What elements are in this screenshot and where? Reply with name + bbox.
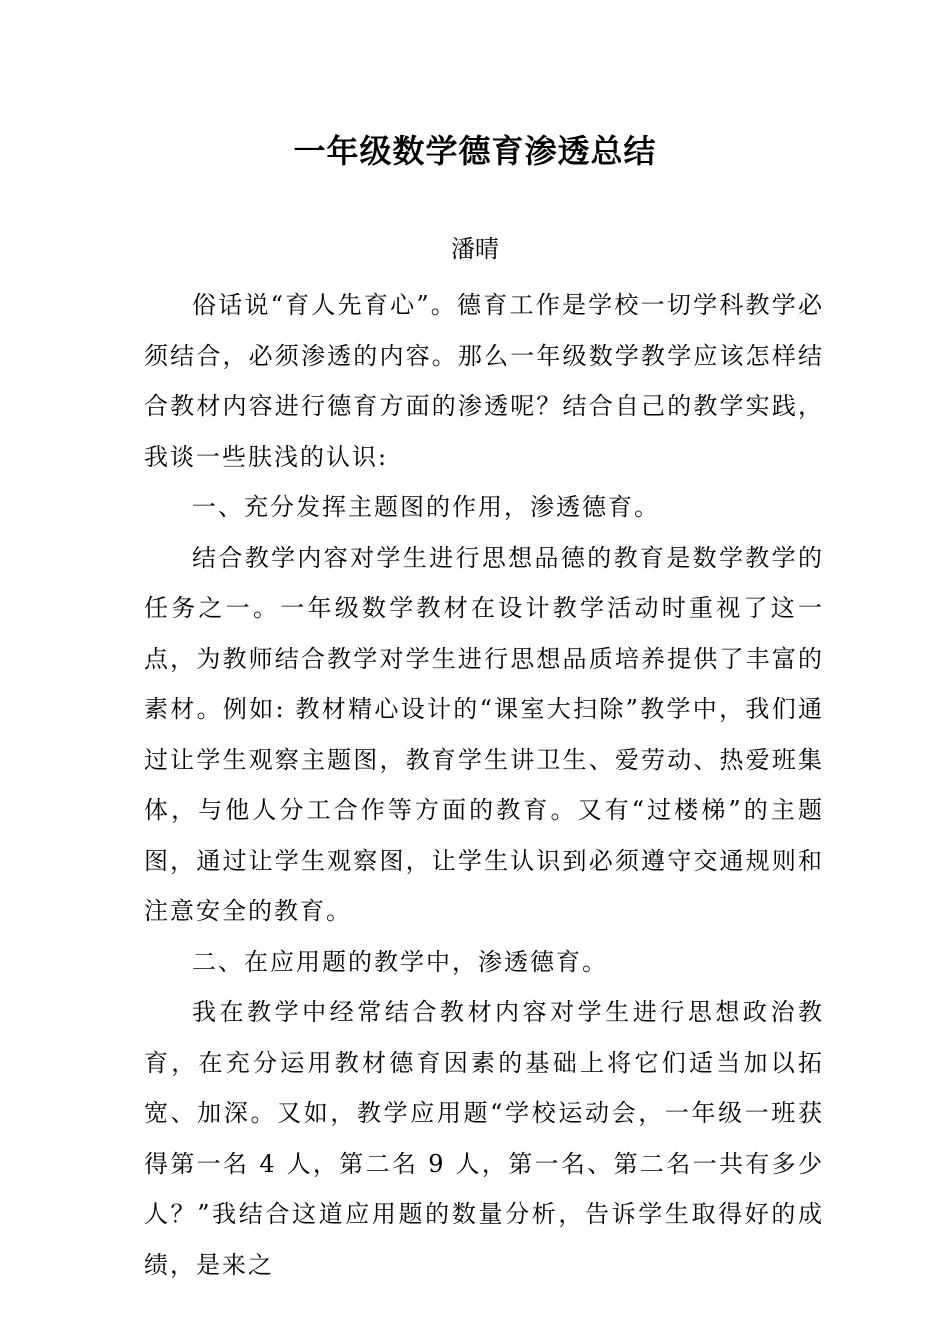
paragraph-section-2: 我在教学中经常结合教材内容对学生进行思想政治教育，在充分运用教材德育因素的基础上将它们适当加以拓宽、加深。又如，教学应用题“学校运动会，一年级一班获得第一名 4 人，第二名 9 人，第一名、第二名一共有多少人？”我结合这道应用题的数量分析，告诉学生取得好的成绩，是来之: [144, 998, 824, 1279]
document-author: 潘晴: [451, 235, 499, 263]
section-heading-1: 一、充分发挥主题图的作用，渗透德育。: [192, 493, 660, 521]
paragraph-section-1: 结合教学内容对学生进行思想品德的教育是数学教学的任务之一。一年级数学教材在设计教学活动时重视了这一点，为教师结合教学对学生进行思想品质培养提供了丰富的素材。例如: 教材精心设计的“课室大扫除”教学中，我们通过让学生观察主题图，教育学生讲卫生、爱劳动、热爱班集体，与他人分工合作等方面的教育。又有“过楼梯”的主题图，通过让学生观察图，让学生认识到必须遵守交通规则和注意安全的教育。: [144, 543, 824, 925]
document-title: 一年级数学德育渗透总结: [293, 132, 657, 170]
paragraph-intro: 俗话说“育人先育心”。德育工作是学校一切学科教学必须结合，必须渗透的内容。那么一年级数学教学应该怎样结合教材内容进行德育方面的渗透呢？结合自己的教学实践，我谈一些肤浅的认识:: [144, 291, 824, 471]
section-heading-2: 二、在应用题的教学中，渗透德育。: [192, 947, 608, 976]
document-body: [144, 280, 824, 1290]
